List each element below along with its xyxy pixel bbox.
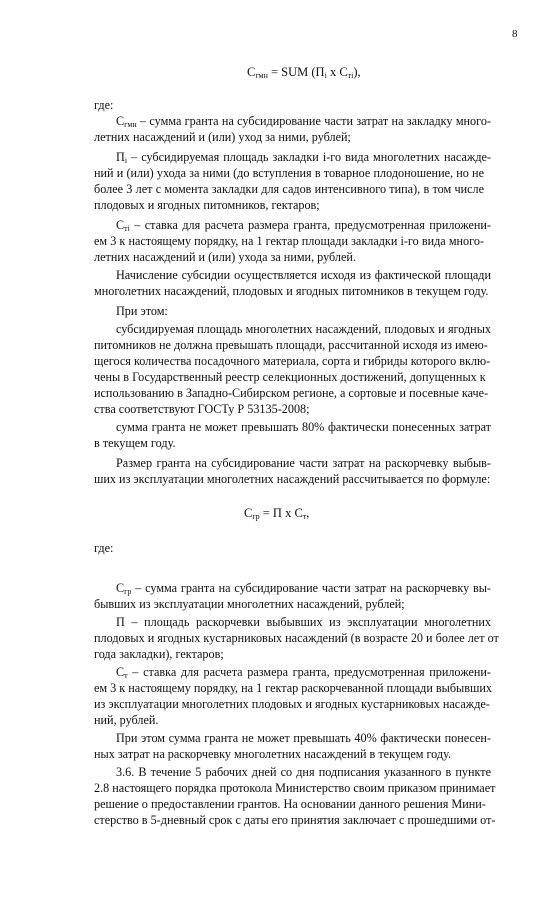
paragraph-line: питомников не должна превышать площади, рассчитанной исходя из имею- bbox=[94, 338, 488, 352]
definition-line: более 3 лет с момента закладки для садов интенсивного типа), в том числе bbox=[94, 182, 484, 196]
paragraph-line: сумма гранта не может превышать 80% фактически понесенных затрат bbox=[116, 420, 491, 434]
paragraph-line: 2.8 настоящего порядка протокола Министерство своим приказом принимает bbox=[94, 781, 496, 795]
paragraph-line: При этом сумма гранта не может превышать 40% фактически понесен- bbox=[116, 731, 491, 745]
paragraph-line: щегося количества посадочного материала, сорта и гибриды которого вклю- bbox=[94, 354, 491, 368]
definition-line: плодовых и ягодных питомников, гектаров; bbox=[94, 198, 320, 212]
definition-line: года закладки), гектаров; bbox=[94, 647, 224, 661]
definition-line: ем 3 к настоящему порядку, на 1 гектар раскорчеванной площади выбывших bbox=[94, 681, 492, 695]
paragraph-line: субсидируемая площадь многолетних насаждений, плодовых и ягодных bbox=[116, 322, 491, 336]
definition-line: $С_т$ – ставка для расчета размера гранта, предусмотренная приложени- bbox=[116, 665, 491, 680]
paragraph-line: ных затрат на раскорчевку многолетних насаждений в текущем году. bbox=[94, 747, 452, 761]
definition-line: летних насаждений и (или) уход за ними, рублей; bbox=[94, 130, 351, 144]
paragraph-line: ства соответствуют ГОСТу Р 53135-2008; bbox=[94, 402, 310, 416]
definition-line: ем 3 к настоящему порядку, на 1 гектар площади закладки i-го вида много- bbox=[94, 234, 484, 248]
paragraph-line: Начисление субсидии осуществляется исходя из фактической площади bbox=[116, 268, 491, 282]
paragraph-line: 3.6. В течение 5 рабочих дней со дня подписания указанного в пункте bbox=[116, 765, 491, 779]
where-label: где: bbox=[94, 98, 114, 112]
page-number: 8 bbox=[512, 28, 518, 40]
definition-line: $П_i$ – субсидируемая площадь закладки i-го вида многолетних насажде- bbox=[116, 150, 491, 165]
definition-line: П – площадь раскорчевки выбывших из эксплуатации многолетних bbox=[116, 615, 491, 629]
definition-line: $С_{тi}$ – ставка для расчета размера гранта, предусмотренная приложени- bbox=[116, 218, 491, 233]
formula-grant-uprooting: $С_{гр} = П$ x $С_т$, bbox=[244, 506, 310, 521]
definition-line: ний, рублей. bbox=[94, 713, 159, 727]
paragraph-line: многолетних насаждений, плодовых и ягодных питомников в текущем году. bbox=[94, 284, 489, 298]
definition-line: летних насаждений и (или) ухода за ними, рублей. bbox=[94, 250, 356, 264]
paragraph-line: в текущем году. bbox=[94, 436, 176, 450]
definition-line: из эксплуатации многолетних плодовых и ягодных кустарниковых насажде- bbox=[94, 697, 490, 711]
paragraph-line: использованию в Западно-Сибирском регионе, а сортовые и посевные каче- bbox=[94, 386, 489, 400]
definition-line: $С_{гр}$ – сумма гранта на субсидирование части затрат на раскорчевку вы- bbox=[116, 581, 491, 596]
paragraph-line: Размер гранта на субсидирование части затрат на раскорчевку выбыв- bbox=[116, 456, 491, 470]
definition-line: плодовых и ягодных кустарниковых насаждений (в возрасте 20 и более лет от bbox=[94, 631, 499, 645]
definition-line: $С_{гмн}$ – сумма гранта на субсидирование части затрат на закладку много- bbox=[116, 114, 491, 129]
paragraph-line: решение о предоставлении грантов. На основании данного решения Мини- bbox=[94, 797, 486, 811]
paragraph-line: чены в Государственный реестр селекционных достижений, допущенных к bbox=[94, 370, 486, 384]
definition-line: бывших из эксплуатации многолетних насаждений, рублей; bbox=[94, 597, 405, 611]
paragraph-line: стерство в 5-дневный срок с даты его принятия заключает с прошедшими от- bbox=[94, 813, 496, 827]
where-label: где: bbox=[94, 541, 114, 555]
formula-grant-planting: $С_{гмн}$ = SUM ($П_i$ x $С_{тi}$), bbox=[247, 65, 361, 80]
definition-line: ний и (или) ухода за ними (до вступления в товарное плодоношение, но не bbox=[94, 166, 484, 180]
paragraph-line: При этом: bbox=[116, 304, 168, 318]
paragraph-line: ших из эксплуатации многолетних насаждений рассчитывается по формуле: bbox=[94, 472, 491, 486]
